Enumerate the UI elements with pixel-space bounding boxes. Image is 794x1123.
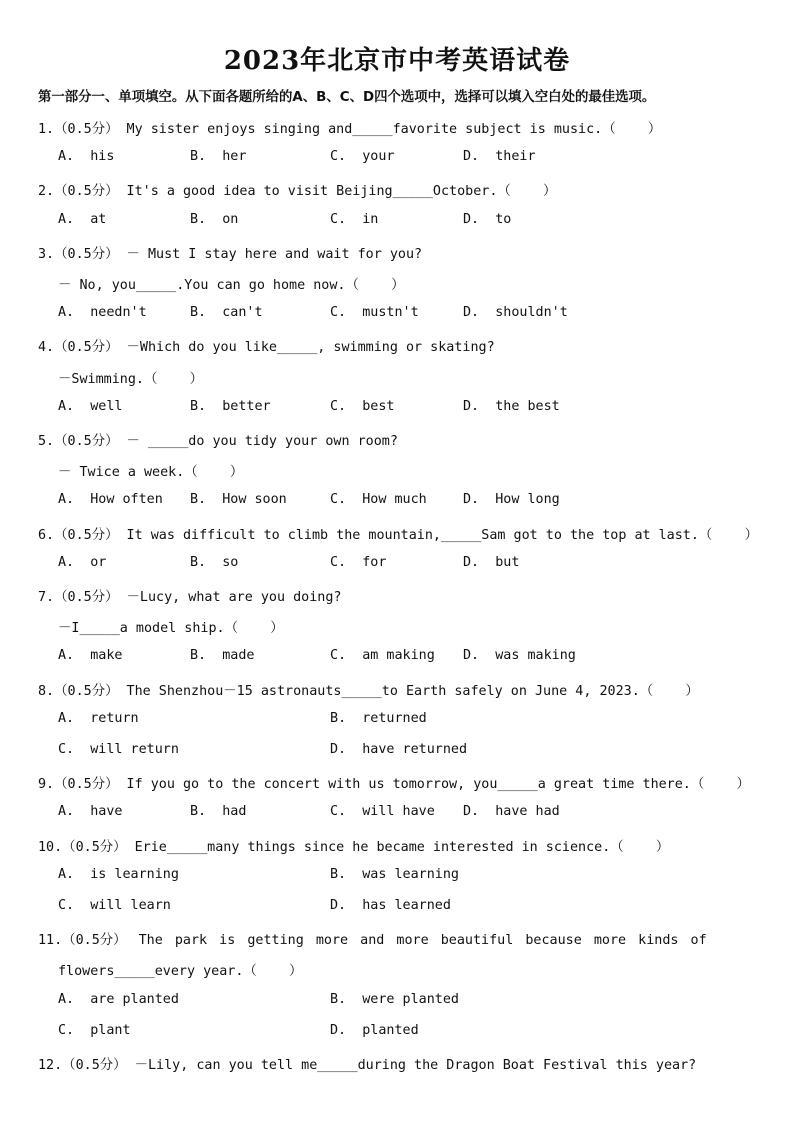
question-7-option-a: A. make	[58, 648, 123, 663]
question-8-option-d: D. have returned	[330, 742, 468, 757]
question-7-reply: －I_____a model ship.（ ）	[58, 621, 284, 636]
question-2-option-d: D. to	[463, 212, 512, 227]
question-9-option-b: B. had	[190, 804, 247, 819]
question-1-option-c: C. your	[330, 149, 395, 164]
question-8-stem: 8.（0.5分） The Shenzhou－15 astronauts_____to Earth safely on June 4, 2023.（ ）	[38, 684, 699, 699]
question-6-option-d: D. but	[463, 555, 520, 570]
question-9-option-c: C. will have	[330, 804, 435, 819]
question-9-option-a: A. have	[58, 804, 123, 819]
question-4-option-b: B. better	[190, 399, 271, 414]
question-8-option-c: C. will return	[58, 742, 179, 757]
question-5-reply: － Twice a week.（ ）	[58, 465, 244, 480]
question-10-option-b: B. was learning	[330, 867, 459, 882]
question-1-stem: 1.（0.5分） My sister enjoys singing and_____favorite subject is music.（ ）	[38, 122, 662, 137]
question-5-option-d: D. How long	[463, 492, 560, 507]
question-5-option-b: B. How soon	[190, 492, 287, 507]
question-1-option-b: B. her	[190, 149, 247, 164]
question-11-continuation: flowers_____every year.（ ）	[58, 964, 303, 979]
question-11-option-d: D. planted	[330, 1023, 419, 1038]
question-8-option-a: A. return	[58, 711, 139, 726]
question-4-option-a: A. well	[58, 399, 123, 414]
question-3-reply: － No, you_____.You can go home now.（ ）	[58, 278, 405, 293]
question-4-reply: －Swimming.（ ）	[58, 372, 203, 387]
question-7-option-d: D. was making	[463, 648, 576, 663]
question-9-option-d: D. have had	[463, 804, 560, 819]
question-5-stem: 5.（0.5分） － _____do you tidy your own room?	[38, 434, 398, 449]
question-4-option-c: C. best	[330, 399, 395, 414]
question-5-option-a: A. How often	[58, 492, 163, 507]
question-4-stem: 4.（0.5分） －Which do you like_____, swimming or skating?	[38, 340, 495, 355]
question-3-stem: 3.（0.5分） － Must I stay here and wait for you?	[38, 247, 423, 262]
question-6-stem: 6.（0.5分） It was difficult to climb the mountain,_____Sam got to the top at last.（ ）	[38, 528, 758, 543]
question-7-option-b: B. made	[190, 648, 255, 663]
question-11-stem: 11.（0.5分） The park is getting more and more beautiful because more kinds of	[38, 933, 707, 948]
question-3-option-b: B. can't	[190, 305, 263, 320]
question-1-option-d: D. their	[463, 149, 536, 164]
question-9-stem: 9.（0.5分） If you go to the concert with us tomorrow, you_____a great time there.（ ）	[38, 777, 750, 792]
question-12-stem: 12.（0.5分） －Lily, can you tell me_____during the Dragon Boat Festival this year?	[38, 1058, 697, 1073]
question-11-option-b: B. were planted	[330, 992, 459, 1007]
question-6-option-b: B. so	[190, 555, 239, 570]
question-8-option-b: B. returned	[330, 711, 427, 726]
page-title: 2023年北京市中考英语试卷	[223, 46, 571, 76]
question-2-option-b: B. on	[190, 212, 239, 227]
question-10-stem: 10.（0.5分） Erie_____many things since he became interested in science.（ ）	[38, 840, 670, 855]
question-2-option-a: A. at	[58, 212, 107, 227]
question-10-option-c: C. will learn	[58, 898, 171, 913]
question-3-option-c: C. mustn't	[330, 305, 419, 320]
question-1-option-a: A. his	[58, 149, 115, 164]
question-4-option-d: D. the best	[463, 399, 560, 414]
question-5-option-c: C. How much	[330, 492, 427, 507]
question-7-stem: 7.（0.5分） －Lucy, what are you doing?	[38, 590, 342, 605]
question-11-option-c: C. plant	[58, 1023, 131, 1038]
question-3-option-a: A. needn't	[58, 305, 147, 320]
section-instruction: 第一部分一、单项填空。从下面各题所给的A、B、C、D四个选项中，选择可以填入空白处的最佳选项。	[38, 90, 656, 105]
question-6-option-a: A. or	[58, 555, 107, 570]
question-2-stem: 2.（0.5分） It's a good idea to visit Beijing_____October.（ ）	[38, 184, 557, 199]
question-3-option-d: D. shouldn't	[463, 305, 568, 320]
question-10-option-a: A. is learning	[58, 867, 179, 882]
question-10-option-d: D. has learned	[330, 898, 451, 913]
question-2-option-c: C. in	[330, 212, 379, 227]
question-6-option-c: C. for	[330, 555, 387, 570]
question-11-option-a: A. are planted	[58, 992, 179, 1007]
question-7-option-c: C. am making	[330, 648, 435, 663]
